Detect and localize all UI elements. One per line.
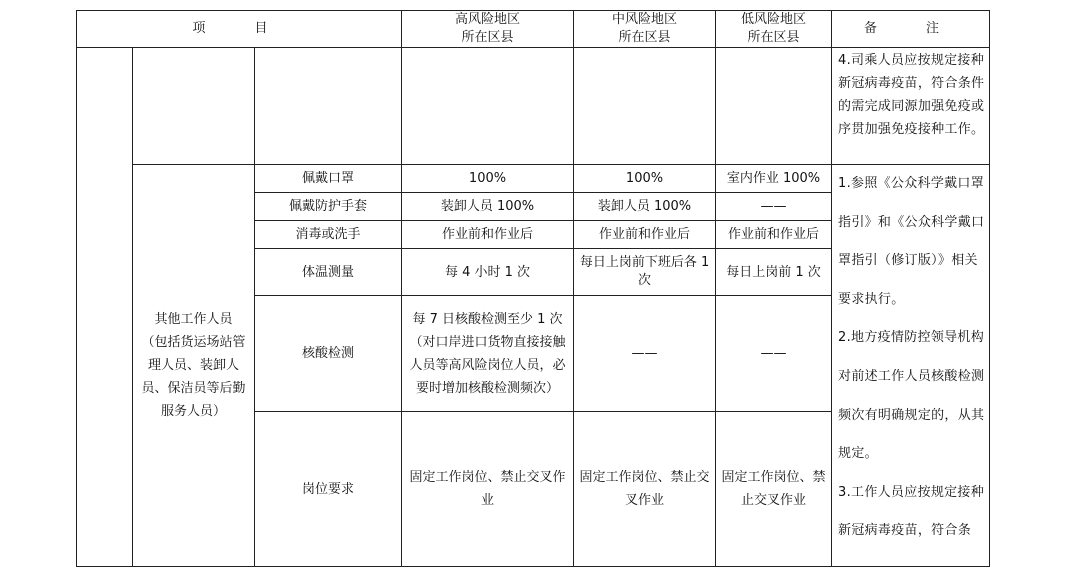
row-low: 固定工作岗位、禁止交叉作业 bbox=[716, 412, 832, 567]
row-item: 岗位要求 bbox=[255, 412, 402, 567]
category-text: 其他工作人员 （包括货运场站管理人员、装卸人员、保洁员等后勤服务人员） bbox=[141, 312, 246, 419]
row-item: 核酸检测 bbox=[255, 296, 402, 412]
prev-item-cell bbox=[255, 48, 402, 165]
prev-remarks: 4.司乘人员应按规定接种新冠病毒疫苗，符合条件的需完成同源加强免疫或序贯加强免疫接种工作。 bbox=[832, 48, 990, 165]
row-low: 每日上岗前 1 次 bbox=[716, 249, 832, 296]
row-high: 装卸人员 100% bbox=[402, 193, 574, 221]
row-mid: 作业前和作业后 bbox=[574, 221, 716, 249]
row-high: 每 7 日核酸检测至少 1 次（对口岸进口货物直接接触人员等高风险岗位人员，必要时增加核酸检测频次） bbox=[402, 296, 574, 412]
row-high: 固定工作岗位、禁止交叉作业 bbox=[402, 412, 574, 567]
row-low: 作业前和作业后 bbox=[716, 221, 832, 249]
regulation-table bbox=[76, 10, 990, 567]
row-mid: 每日上岗前下班后各 1 次 bbox=[574, 249, 716, 296]
prev-low-cell bbox=[716, 48, 832, 165]
header-remarks: 备 注 bbox=[832, 11, 990, 48]
row-mid: 装卸人员 100% bbox=[574, 193, 716, 221]
row-mid: 固定工作岗位、禁止交叉作业 bbox=[574, 412, 716, 567]
header-item: 项 目 bbox=[77, 11, 402, 48]
row-item: 佩戴口罩 bbox=[255, 165, 402, 193]
section-remarks bbox=[832, 165, 990, 567]
category-cell bbox=[133, 165, 255, 567]
section-remarks-text: 1.参照《公众科学戴口罩指引》和《公众科学戴口罩指引（修订版）》相关要求执行。 2.地方疫情防控领导机构对前述工作人员核酸检测频次有明确规定的，从其规定。 3.工作人员应按规定接种新冠病毒疫苗，符合条 bbox=[838, 176, 985, 539]
prev-section-row bbox=[77, 48, 990, 165]
row-low: —— bbox=[716, 296, 832, 412]
prev-high-cell bbox=[402, 48, 574, 165]
table-row bbox=[77, 165, 990, 193]
row-low: 室内作业 100% bbox=[716, 165, 832, 193]
row-mid: —— bbox=[574, 296, 716, 412]
row-mid: 100% bbox=[574, 165, 716, 193]
header-low-risk-text: 低风险地区 所在区县 bbox=[741, 12, 807, 45]
row-item: 体温测量 bbox=[255, 249, 402, 296]
outer-blank-cell bbox=[77, 48, 133, 567]
prev-category-cell bbox=[133, 48, 255, 165]
row-high: 100% bbox=[402, 165, 574, 193]
header-high-risk bbox=[402, 11, 574, 48]
header-low-risk bbox=[716, 11, 832, 48]
header-mid-risk bbox=[574, 11, 716, 48]
header-row bbox=[77, 11, 990, 48]
row-low: —— bbox=[716, 193, 832, 221]
prev-mid-cell bbox=[574, 48, 716, 165]
row-item: 佩戴防护手套 bbox=[255, 193, 402, 221]
row-high: 作业前和作业后 bbox=[402, 221, 574, 249]
row-high: 每 4 小时 1 次 bbox=[402, 249, 574, 296]
row-item: 消毒或洗手 bbox=[255, 221, 402, 249]
header-mid-risk-text: 中风险地区 所在区县 bbox=[612, 12, 678, 45]
header-high-risk-text: 高风险地区 所在区县 bbox=[455, 12, 521, 45]
